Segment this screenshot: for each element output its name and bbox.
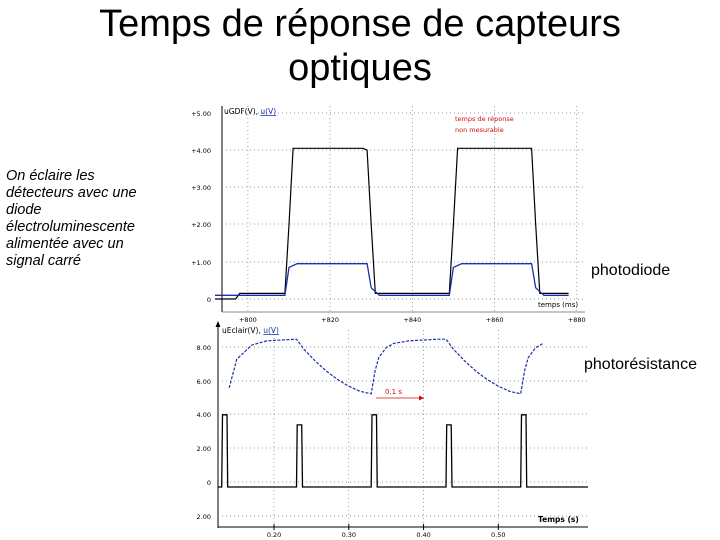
photodiode-label: photodiode [591, 262, 671, 279]
x-tick-label: +840 [403, 316, 422, 324]
y-axis-title-part: u(V) [263, 326, 279, 335]
y-tick-label: 4.00 [196, 411, 211, 419]
x-tick-label: 0.40 [416, 531, 431, 539]
y-tick-label: 8.00 [196, 344, 211, 352]
side-note-line: signal carré [6, 253, 81, 269]
side-note-line: détecteurs avec une [6, 185, 137, 201]
y-tick-label: +5.00 [191, 110, 211, 118]
annotation-label: temps de réponse [455, 115, 514, 123]
y-axis-title [222, 326, 279, 335]
y-tick-label: 0 [206, 479, 211, 487]
x-axis-title: Temps (s) [538, 515, 579, 524]
annotation-label: non mesurable [455, 126, 504, 134]
x-tick-label: 0.50 [491, 531, 506, 539]
photoresistance-label: photorésistance [584, 356, 697, 373]
x-axis-title: temps (ms) [538, 301, 579, 309]
y-tick-label: +2.00 [191, 221, 211, 229]
x-tick-label: +860 [485, 316, 504, 324]
series-line [218, 415, 588, 487]
y-axis-arrow [216, 321, 221, 327]
y-tick-label: +4.00 [191, 147, 211, 155]
annotation-arrowhead [419, 396, 424, 401]
side-note-line: On éclaire les [6, 168, 95, 184]
y-axis-title [224, 107, 276, 116]
x-tick-label: +880 [567, 316, 586, 324]
annotation-label: 0.1 s [385, 388, 403, 396]
series-line [215, 148, 569, 299]
y-axis-title-part: uEclair(V), [222, 326, 264, 335]
y-tick-label: +1.00 [191, 259, 211, 267]
y-axis-title-part: uGDF(V), [224, 107, 261, 116]
side-note-line: électroluminescente [6, 219, 135, 235]
x-tick-label: 0.20 [266, 531, 282, 539]
y-tick-label: 6.00 [196, 378, 211, 386]
x-tick-label: +800 [238, 316, 257, 324]
y-tick-label: 2.00 [196, 445, 211, 453]
side-note-line: alimentée avec un [6, 236, 124, 252]
series-line [229, 339, 543, 394]
series-line [215, 264, 569, 296]
y-tick-label: 2.00 [196, 513, 211, 521]
y-axis-title-part: u(V) [260, 107, 277, 116]
side-note-line: diode [6, 202, 42, 218]
slide-title: Temps de réponse de capteurs optiques [99, 3, 621, 89]
y-tick-label: +3.00 [191, 184, 211, 192]
y-tick-label: 0 [206, 296, 211, 304]
x-tick-label: +820 [321, 316, 340, 324]
x-tick-label: 0.30 [341, 531, 357, 539]
